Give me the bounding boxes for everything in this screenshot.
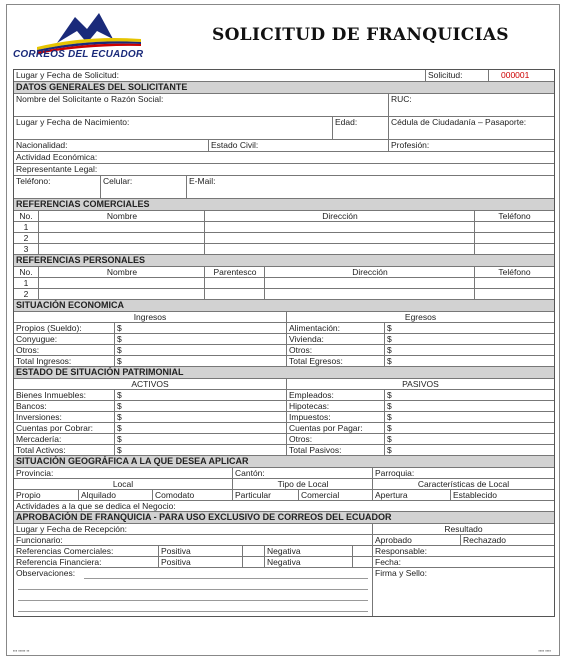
asset-value[interactable]: $ bbox=[114, 445, 287, 455]
income-value[interactable]: $ bbox=[114, 334, 287, 344]
premises-header-row bbox=[14, 479, 554, 490]
request-label: Solicitud: bbox=[425, 70, 490, 81]
request-row bbox=[14, 70, 554, 82]
contact-row bbox=[14, 176, 554, 199]
email-field[interactable]: E-Mail: bbox=[186, 176, 554, 198]
asset-label: Bancos: bbox=[16, 401, 47, 411]
section-general-data: DATOS GENERALES DEL SOLICITANTE bbox=[14, 82, 554, 94]
asset-value[interactable]: $ bbox=[114, 412, 287, 422]
expense-label: Alimentación: bbox=[286, 323, 385, 333]
financial-negative-box[interactable] bbox=[352, 557, 373, 567]
col-address: Dirección bbox=[264, 267, 475, 277]
liability-label: Hipotecas: bbox=[286, 401, 385, 411]
asset-value[interactable]: $ bbox=[114, 434, 287, 444]
age-field[interactable]: Edad: bbox=[332, 117, 387, 139]
ref-address-cell[interactable] bbox=[204, 244, 475, 254]
financial-positive-box[interactable] bbox=[242, 557, 265, 567]
table-row bbox=[14, 356, 554, 367]
financial-negative[interactable]: Negativa bbox=[264, 557, 353, 567]
ref-address-cell[interactable] bbox=[264, 278, 475, 288]
expense-value[interactable]: $ bbox=[384, 323, 554, 333]
activity-row bbox=[14, 152, 554, 164]
asset-label: Cuentas por Cobrar: bbox=[16, 423, 94, 433]
ref-phone-cell[interactable] bbox=[474, 289, 554, 299]
section-assets-liabilities: ESTADO DE SITUACIÓN PATRIMONIAL bbox=[14, 367, 554, 379]
asset-value[interactable]: $ bbox=[114, 401, 287, 411]
liability-value[interactable]: $ bbox=[384, 390, 554, 400]
ref-phone-cell[interactable] bbox=[474, 233, 554, 243]
birth-row bbox=[14, 117, 554, 140]
approved-option[interactable]: Aprobado bbox=[372, 535, 461, 545]
option-opening[interactable]: Apertura bbox=[372, 490, 451, 500]
income-header: Ingresos bbox=[133, 312, 167, 322]
observation-line bbox=[84, 578, 368, 579]
liabilities-header: PASIVOS bbox=[286, 379, 554, 389]
col-number: No. bbox=[19, 211, 33, 221]
row-number: 2 bbox=[23, 233, 29, 243]
liability-value[interactable]: $ bbox=[384, 412, 554, 422]
logo-text: CORREOS DEL ECUADOR bbox=[13, 49, 144, 60]
col-address: Dirección bbox=[204, 211, 475, 221]
liability-label: Total Pasivos: bbox=[286, 445, 385, 455]
ruc-field[interactable]: RUC: bbox=[388, 94, 554, 116]
financial-ref-label: Referencia Financiera: bbox=[16, 557, 102, 567]
liability-value[interactable]: $ bbox=[384, 423, 554, 433]
asset-label: Bienes Inmuebles: bbox=[16, 390, 86, 400]
economic-activity-field[interactable]: Actividad Económica: bbox=[16, 152, 98, 162]
official-field[interactable]: Funcionario: bbox=[16, 535, 63, 545]
commercial-negative[interactable]: Negativa bbox=[264, 546, 353, 556]
ref-name-cell[interactable] bbox=[38, 222, 205, 232]
id-passport-field[interactable]: Cédula de Ciudadanía – Pasaporte: bbox=[388, 117, 554, 139]
table-row bbox=[14, 289, 554, 300]
page-title: SOLICITUD DE FRANQUICIAS bbox=[212, 25, 509, 45]
expense-label: Otros: bbox=[286, 345, 385, 355]
liability-value[interactable]: $ bbox=[384, 401, 554, 411]
section-geographic: SITUACIÓN GEOGRÁFICA A LA QUE DESEA APLICAR bbox=[14, 456, 554, 468]
table-row bbox=[14, 222, 554, 233]
col-name: Nombre bbox=[38, 267, 205, 277]
premises-header: Local bbox=[112, 479, 134, 489]
nationality-field[interactable]: Nacionalidad: bbox=[16, 140, 68, 150]
col-phone: Teléfono bbox=[474, 211, 554, 221]
table-row bbox=[14, 390, 554, 401]
rejected-option[interactable]: Rechazado bbox=[460, 535, 554, 545]
parish-field[interactable]: Parroquia: bbox=[372, 468, 554, 478]
civil-status-field[interactable]: Estado Civil: bbox=[208, 140, 387, 151]
footer-code-right: ▪▪▪▪ ▪▪▪▪ bbox=[538, 648, 551, 653]
business-activity-field[interactable]: Actividades a la que se dedica el Negocio: bbox=[16, 501, 176, 511]
income-expense-header bbox=[14, 312, 554, 323]
canton-field[interactable]: Cantón: bbox=[232, 468, 373, 478]
table-row bbox=[14, 278, 554, 289]
premises-features-header: Características de Local bbox=[372, 479, 554, 489]
table-row bbox=[14, 434, 554, 445]
observation-line bbox=[18, 611, 368, 612]
option-loan[interactable]: Comodato bbox=[152, 490, 233, 500]
row-number: 1 bbox=[23, 222, 29, 232]
observation-line bbox=[18, 600, 368, 601]
date-field[interactable]: Fecha: bbox=[372, 557, 554, 567]
ref-name-cell[interactable] bbox=[38, 244, 205, 254]
approval-commercial-row bbox=[14, 546, 554, 557]
ref-name-cell[interactable] bbox=[38, 233, 205, 243]
commercial-positive-box[interactable] bbox=[242, 546, 265, 556]
application-form bbox=[13, 69, 555, 617]
premises-type-header: Tipo de Local bbox=[232, 479, 373, 489]
cellphone-field[interactable]: Celular: bbox=[100, 176, 187, 198]
result-header: Resultado bbox=[372, 524, 554, 534]
liability-label: Empleados: bbox=[286, 390, 385, 400]
income-value[interactable]: $ bbox=[114, 345, 287, 355]
section-personal-refs: REFERENCIAS PERSONALES bbox=[14, 255, 554, 267]
expense-value[interactable]: $ bbox=[384, 356, 554, 366]
row-number: 1 bbox=[23, 278, 29, 288]
option-rented[interactable]: Alquilado bbox=[78, 490, 153, 500]
row-number: 3 bbox=[23, 244, 29, 254]
section-approval: APROBACIÓN DE FRANQUICIA - PARA USO EXCLUSIVO DE CORREOS DEL ECUADOR bbox=[14, 512, 554, 524]
income-value[interactable]: $ bbox=[114, 323, 287, 333]
income-label: Conyugue: bbox=[16, 334, 58, 344]
table-row bbox=[14, 323, 554, 334]
expense-label: Vivienda: bbox=[286, 334, 385, 344]
location-row bbox=[14, 468, 554, 479]
section-commercial-refs: REFERENCIAS COMERCIALES bbox=[14, 199, 554, 211]
province-field[interactable]: Provincia: bbox=[16, 468, 54, 478]
responsible-field[interactable]: Responsable: bbox=[372, 546, 554, 556]
assets-liabilities-header bbox=[14, 379, 554, 390]
asset-value[interactable]: $ bbox=[114, 390, 287, 400]
table-row bbox=[14, 412, 554, 423]
request-number[interactable]: 000001 bbox=[488, 70, 554, 81]
approval-financial-row bbox=[14, 557, 554, 568]
form-header bbox=[7, 5, 559, 67]
assets-header: ACTIVOS bbox=[131, 379, 169, 389]
birth-place-date-field[interactable]: Lugar y Fecha de Nacimiento: bbox=[16, 117, 130, 127]
premises-options-row bbox=[14, 490, 554, 501]
personal-refs-header bbox=[14, 267, 554, 278]
observation-line bbox=[18, 589, 368, 590]
ref-name-cell[interactable] bbox=[38, 278, 205, 288]
option-private[interactable]: Particular bbox=[232, 490, 299, 500]
nationality-row bbox=[14, 140, 554, 152]
approval-reception-row bbox=[14, 524, 554, 535]
table-row bbox=[14, 345, 554, 356]
liability-label: Impuestos: bbox=[286, 412, 385, 422]
liability-label: Cuentas por Pagar: bbox=[286, 423, 385, 433]
expense-label: Total Egresos: bbox=[286, 356, 385, 366]
income-label: Total Ingresos: bbox=[16, 356, 72, 366]
commercial-positive[interactable]: Positiva bbox=[158, 546, 243, 556]
ref-address-cell[interactable] bbox=[264, 289, 475, 299]
phone-field[interactable]: Teléfono: bbox=[16, 176, 51, 186]
ref-relationship-cell[interactable] bbox=[204, 278, 265, 288]
ref-relationship-cell[interactable] bbox=[204, 289, 265, 299]
commercial-refs-label: Referencias Comerciales: bbox=[16, 546, 114, 556]
ref-name-cell[interactable] bbox=[38, 289, 205, 299]
profession-field[interactable]: Profesión: bbox=[388, 140, 554, 151]
option-established[interactable]: Establecido bbox=[450, 490, 554, 500]
form-page bbox=[6, 4, 560, 656]
asset-label: Total Activos: bbox=[16, 445, 66, 455]
liability-label: Otros: bbox=[286, 434, 385, 444]
table-row bbox=[14, 401, 554, 412]
legal-representative-field[interactable]: Representante Legal: bbox=[16, 164, 98, 174]
row-number: 2 bbox=[23, 289, 29, 299]
asset-label: Mercadería: bbox=[16, 434, 62, 444]
observations-row bbox=[14, 568, 554, 616]
liability-value[interactable]: $ bbox=[384, 434, 554, 444]
option-own[interactable]: Propio bbox=[16, 490, 41, 500]
ref-address-cell[interactable] bbox=[204, 222, 475, 232]
table-row bbox=[14, 233, 554, 244]
liability-value[interactable]: $ bbox=[384, 445, 554, 455]
business-activity-row bbox=[14, 501, 554, 512]
income-value[interactable]: $ bbox=[114, 356, 287, 366]
commercial-refs-header bbox=[14, 211, 554, 222]
ref-phone-cell[interactable] bbox=[474, 222, 554, 232]
table-row bbox=[14, 445, 554, 456]
table-row bbox=[14, 334, 554, 345]
signature-stamp-field[interactable]: Firma y Sello: bbox=[372, 568, 554, 616]
ref-address-cell[interactable] bbox=[204, 233, 475, 243]
commercial-negative-box[interactable] bbox=[352, 546, 373, 556]
section-economic-situation: SITUACIÓN ECONOMICA bbox=[14, 300, 554, 312]
observations-field[interactable] bbox=[14, 568, 372, 616]
table-row bbox=[14, 244, 554, 255]
footer-code-left: ▪▪▪ ▪▪▪▪▪ ▪▪ bbox=[13, 648, 30, 653]
legal-rep-row bbox=[14, 164, 554, 176]
request-place-date-label: Lugar y Fecha de Solicitud: bbox=[16, 70, 120, 80]
col-name: Nombre bbox=[38, 211, 205, 221]
col-number: No. bbox=[19, 267, 33, 277]
table-row bbox=[14, 423, 554, 434]
expense-value[interactable]: $ bbox=[384, 334, 554, 344]
reception-place-date-field[interactable]: Lugar y Fecha de Recepción: bbox=[16, 524, 128, 534]
expense-value[interactable]: $ bbox=[384, 345, 554, 355]
financial-positive[interactable]: Positiva bbox=[158, 557, 243, 567]
ref-phone-cell[interactable] bbox=[474, 244, 554, 254]
col-relationship: Parentesco bbox=[204, 267, 265, 277]
income-label: Otros: bbox=[16, 345, 40, 355]
income-label: Propios (Sueldo): bbox=[16, 323, 82, 333]
applicant-name-field[interactable]: Nombre del Solicitante o Razón Social: bbox=[16, 94, 164, 104]
asset-label: Inversiones: bbox=[16, 412, 62, 422]
observations-label: Observaciones: bbox=[16, 568, 76, 578]
ref-phone-cell[interactable] bbox=[474, 278, 554, 288]
applicant-name-row bbox=[14, 94, 554, 117]
asset-value[interactable]: $ bbox=[114, 423, 287, 433]
approval-official-row bbox=[14, 535, 554, 546]
col-phone: Teléfono bbox=[474, 267, 554, 277]
option-commercial[interactable]: Comercial bbox=[298, 490, 373, 500]
expense-header: Egresos bbox=[286, 312, 554, 322]
